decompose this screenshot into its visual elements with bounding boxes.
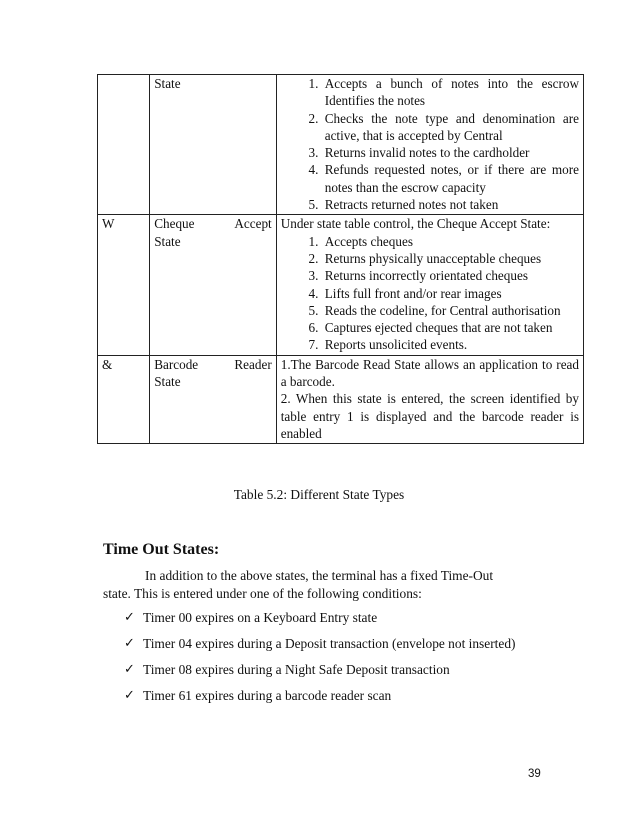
list-item: 1. Accepts cheques bbox=[322, 233, 579, 250]
table-row bbox=[98, 355, 584, 443]
section-heading: Time Out States: bbox=[103, 541, 220, 558]
list-item bbox=[124, 609, 548, 626]
page-number: 39 bbox=[528, 768, 541, 780]
list-item: 3. Returns incorrectly orientated cheques bbox=[322, 267, 579, 284]
state-description-cell bbox=[276, 75, 583, 215]
check-icon: ✓ bbox=[124, 610, 135, 625]
list-item: 6. Captures ejected cheques that are not taken bbox=[322, 319, 579, 336]
condition-text: Timer 04 expires during a Deposit transaction (envelope not inserted) bbox=[143, 636, 516, 651]
check-icon: ✓ bbox=[124, 688, 135, 703]
list-item: 2. Checks the note type and denomination are active, that is accepted by Central bbox=[322, 110, 579, 145]
intro-line: state. This is entered under one of the following conditions: bbox=[103, 586, 422, 601]
state-description-cell bbox=[276, 355, 583, 443]
state-description-paragraph: 2. When this state is entered, the screen identified by table entry 1 is displayed and the barcode reader is enabled bbox=[280, 391, 579, 441]
check-icon: ✓ bbox=[124, 662, 135, 677]
list-item: 4. Refunds requested notes, or if there are more notes than the escrow capacity bbox=[322, 161, 579, 196]
condition-text: Timer 08 expires during a Night Safe Deposit transaction bbox=[143, 662, 450, 677]
list-item: 4. Lifts full front and/or rear images bbox=[322, 285, 579, 302]
state-code-cell: W bbox=[98, 215, 150, 355]
state-name: Barcode Reader bbox=[154, 356, 272, 372]
state-name: Cheque Accept bbox=[154, 216, 272, 232]
state-types-table bbox=[97, 74, 584, 444]
table-caption: Table 5.2: Different State Types bbox=[233, 487, 405, 502]
check-icon: ✓ bbox=[124, 636, 135, 651]
state-name-suffix: State bbox=[154, 374, 181, 390]
state-description-list bbox=[281, 75, 579, 213]
list-item: 3. Returns invalid notes to the cardholder bbox=[322, 144, 579, 161]
list-item bbox=[124, 687, 548, 704]
state-name-cell bbox=[150, 215, 277, 355]
list-item bbox=[124, 635, 548, 652]
list-item: 1. Accepts a bunch of notes into the escrow Identifies the notes bbox=[322, 75, 579, 110]
table-row bbox=[98, 215, 584, 355]
state-name-cell bbox=[150, 355, 277, 443]
state-name-cell bbox=[150, 75, 277, 215]
list-item: 5. Reads the codeline, for Central authorisation bbox=[322, 302, 579, 319]
condition-list bbox=[124, 609, 548, 713]
state-name: State bbox=[154, 76, 181, 91]
state-code-cell: & bbox=[98, 355, 150, 443]
list-item: 7. Reports unsolicited events. bbox=[322, 336, 579, 353]
list-item bbox=[124, 661, 548, 678]
state-description-intro: Under state table control, the Cheque Accept State: bbox=[280, 216, 551, 232]
state-description-paragraph: 1.The Barcode Read State allows an application to read a barcode. bbox=[280, 356, 579, 390]
list-item: 2. Returns physically unacceptable cheques bbox=[322, 250, 579, 267]
state-description-cell bbox=[276, 215, 583, 355]
list-item: 5. Retracts returned notes not taken bbox=[322, 196, 579, 213]
state-name-suffix: State bbox=[154, 233, 181, 249]
table-row bbox=[98, 75, 584, 215]
condition-text: Timer 61 expires during a barcode reader scan bbox=[143, 688, 392, 703]
state-description-list bbox=[281, 233, 579, 354]
intro-line: In addition to the above states, the terminal has a fixed Time-Out bbox=[145, 568, 494, 583]
condition-text: Timer 00 expires on a Keyboard Entry state bbox=[143, 610, 378, 625]
state-code-cell bbox=[98, 75, 150, 215]
